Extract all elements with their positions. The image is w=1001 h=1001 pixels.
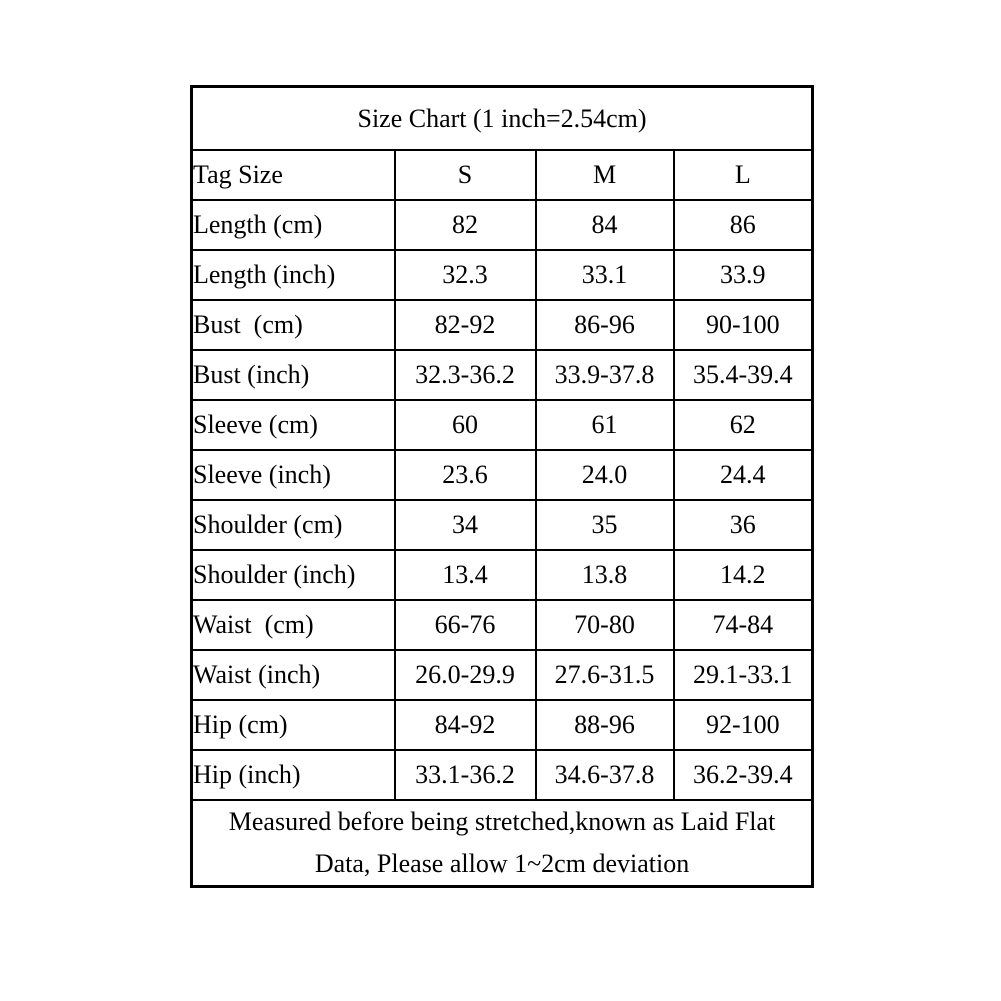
cell-value: 61 xyxy=(536,400,674,450)
measurement-note-line-2: Data, Please allow 1~2cm deviation xyxy=(314,849,690,878)
table-row xyxy=(192,250,813,300)
table-row xyxy=(192,200,813,250)
cell-value: 88-96 xyxy=(536,700,674,750)
cell-value: 92-100 xyxy=(674,700,813,750)
header-size-s: S xyxy=(395,150,536,200)
cell-value: 82-92 xyxy=(395,300,536,350)
cell-value: 66-76 xyxy=(395,600,536,650)
cell-value: 70-80 xyxy=(536,600,674,650)
table-row xyxy=(192,400,813,450)
cell-value: 32.3-36.2 xyxy=(395,350,536,400)
table-row xyxy=(192,550,813,600)
cell-value: 27.6-31.5 xyxy=(536,650,674,700)
header-row xyxy=(192,150,813,200)
cell-value: 86 xyxy=(674,200,813,250)
row-label: Hip (inch) xyxy=(192,750,395,800)
cell-value: 32.3 xyxy=(395,250,536,300)
size-chart xyxy=(190,85,811,888)
measurement-note xyxy=(192,800,813,887)
table-row xyxy=(192,300,813,350)
cell-value: 60 xyxy=(395,400,536,450)
cell-value: 33.1 xyxy=(536,250,674,300)
cell-value: 34.6-37.8 xyxy=(536,750,674,800)
row-label: Hip (cm) xyxy=(192,700,395,750)
cell-value: 86-96 xyxy=(536,300,674,350)
cell-value: 90-100 xyxy=(674,300,813,350)
header-size-m: M xyxy=(536,150,674,200)
chart-title: Size Chart (1 inch=2.54cm) xyxy=(192,87,813,151)
table-row xyxy=(192,500,813,550)
row-label: Shoulder (cm) xyxy=(192,500,395,550)
size-chart-table xyxy=(190,85,814,888)
row-label: Sleeve (inch) xyxy=(192,450,395,500)
header-size-l: L xyxy=(674,150,813,200)
cell-value: 62 xyxy=(674,400,813,450)
row-label: Length (inch) xyxy=(192,250,395,300)
cell-value: 24.4 xyxy=(674,450,813,500)
table-row xyxy=(192,700,813,750)
cell-value: 24.0 xyxy=(536,450,674,500)
footer-row xyxy=(192,800,813,887)
header-tag-size: Tag Size xyxy=(192,150,395,200)
cell-value: 35.4-39.4 xyxy=(674,350,813,400)
cell-value: 14.2 xyxy=(674,550,813,600)
table-row xyxy=(192,650,813,700)
row-label: Bust (inch) xyxy=(192,350,395,400)
table-row xyxy=(192,750,813,800)
row-label: Waist (cm) xyxy=(192,600,395,650)
row-label: Bust (cm) xyxy=(192,300,395,350)
row-label: Sleeve (cm) xyxy=(192,400,395,450)
cell-value: 26.0-29.9 xyxy=(395,650,536,700)
title-row xyxy=(192,87,813,151)
table-row xyxy=(192,600,813,650)
cell-value: 84 xyxy=(536,200,674,250)
cell-value: 74-84 xyxy=(674,600,813,650)
cell-value: 84-92 xyxy=(395,700,536,750)
cell-value: 35 xyxy=(536,500,674,550)
cell-value: 23.6 xyxy=(395,450,536,500)
cell-value: 36 xyxy=(674,500,813,550)
row-label: Shoulder (inch) xyxy=(192,550,395,600)
cell-value: 13.4 xyxy=(395,550,536,600)
cell-value: 13.8 xyxy=(536,550,674,600)
cell-value: 34 xyxy=(395,500,536,550)
row-label: Waist (inch) xyxy=(192,650,395,700)
cell-value: 36.2-39.4 xyxy=(674,750,813,800)
table-row xyxy=(192,450,813,500)
table-row xyxy=(192,350,813,400)
cell-value: 33.9 xyxy=(674,250,813,300)
row-label: Length (cm) xyxy=(192,200,395,250)
cell-value: 82 xyxy=(395,200,536,250)
cell-value: 29.1-33.1 xyxy=(674,650,813,700)
measurement-note-line-1: Measured before being stretched,known as Laid Flat xyxy=(228,807,776,836)
cell-value: 33.1-36.2 xyxy=(395,750,536,800)
cell-value: 33.9-37.8 xyxy=(536,350,674,400)
